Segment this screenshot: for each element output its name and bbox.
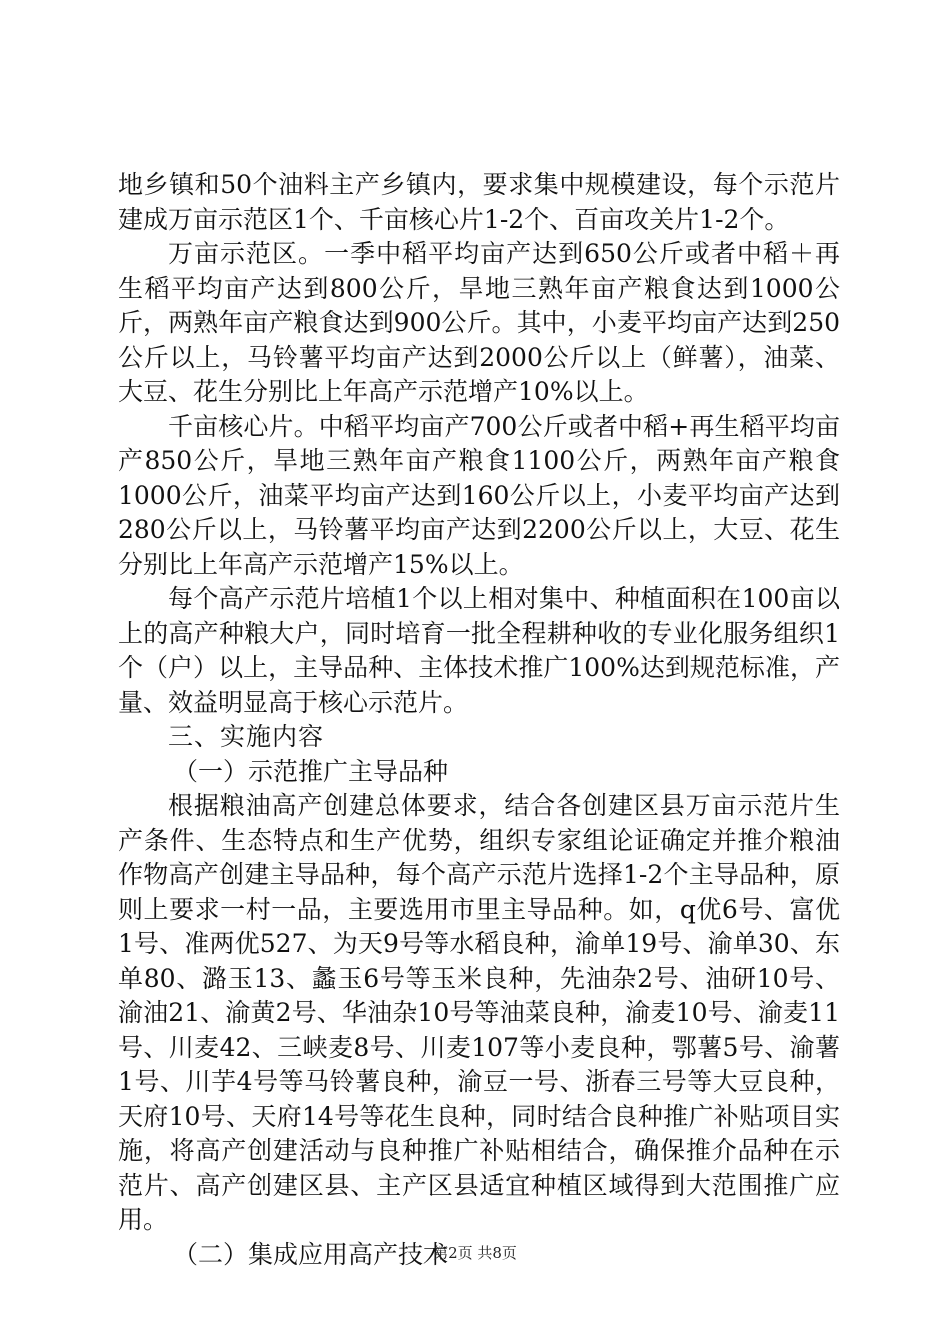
subsection-heading-varieties: （一）示范推广主导品种 xyxy=(173,756,449,786)
paragraph-qianmu-core-area: 千亩核心片。中稻平均亩产700公斤或者中稻+再生稻平均亩产850公斤，旱地三熟年亩产粮食1100公斤，两熟年亩产粮食1000公斤，油菜平均亩产达到160公斤以上，小麦平均亩产达到280公斤以上，马铃薯平均亩产达到2200公斤以上，大豆、花生分别比上年高产示范增产15%以上。 xyxy=(118,411,840,579)
paragraph-continuation: 地乡镇和50个油料主产乡镇内，要求集中规模建设，每个示范片建成万亩示范区1个、千亩核心片1-2个、百亩攻关片1-2个。 xyxy=(118,170,840,234)
document-body xyxy=(118,168,840,1272)
section-heading-implementation: 三、实施内容 xyxy=(168,722,325,751)
page-footer: 第2页 共8页 xyxy=(433,1244,517,1262)
paragraph-wanmu-demo-zone: 万亩示范区。一季中稻平均亩产达到650公斤或者中稻＋再生稻平均亩产达到800公斤，旱地三熟年亩产粮食达到1000公斤，两熟年亩产粮食达到900公斤。其中，小麦平均亩产达到250公斤以上，马铃薯平均亩产达到2000公斤以上（鲜薯），油菜、大豆、花生分别比上年高产示范增产10%以上。 xyxy=(118,239,840,406)
paragraph-main-varieties: 根据粮油高产创建总体要求，结合各创建区县万亩示范片生产条件、生态特点和生产优势，组织专家组论证确定并推介粮油作物高产创建主导品种，每个高产示范片选择1-2个主导品种，原则上要求一村一品，主要选用市里主导品种。如，q优6号、富优1号、准两优527、为天9号等水稻良种，渝单19号、渝单30、东单80、潞玉13、蠡玉6号等玉米良种，先油杂2号、油研10号、渝油21、渝黄2号、华油杂10号等油菜良种，渝麦10号、渝麦11号、川麦42、三峡麦8号、川麦107等小麦良种，鄂薯5号、渝薯1号、川芋4号等马铃薯良种，渝豆一号、浙春三号等大豆良种，天府10号、天府14号等花生良种，同时结合良种推广补贴项目实施，将高产创建活动与良种推广补贴相结合，确保推介品种在示范片、高产创建区县、主产区县适宜种植区域得到大范围推广应用。 xyxy=(118,791,840,1234)
paragraph-large-grower: 每个高产示范片培植1个以上相对集中、种植面积在100亩以上的高产种粮大户，同时培育一批全程耕种收的专业化服务组织1个（户）以上，主导品种、主体技术推广100%达到规范标准，产量、效益明显高于核心示范片。 xyxy=(118,584,840,717)
subsection-heading-technology: （二）集成应用高产技术 xyxy=(173,1239,449,1269)
